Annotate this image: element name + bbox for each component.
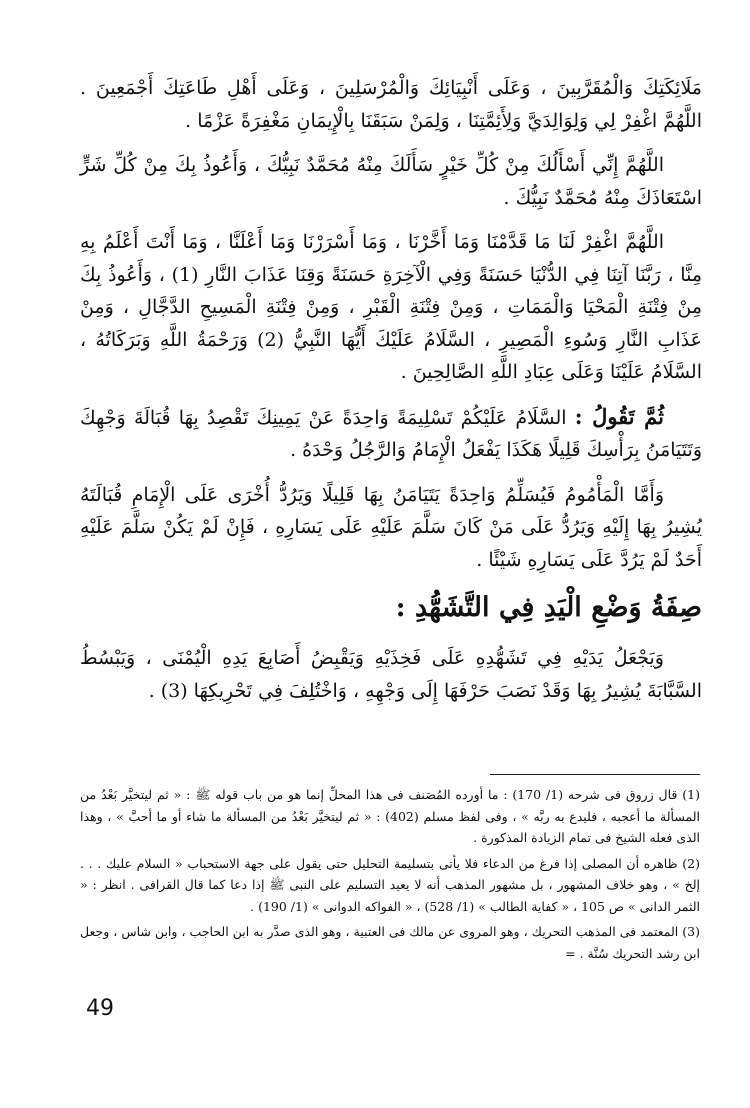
- paragraph-5: وَأَمَّا الْمَأْمُومُ فَيُسَلِّمُ وَاحِدَةً يَتَيَامَنُ بِهَا قَلِيلًا وَيَرُدُّ أُخْرَى عَلَى الْإِمَامِ قُبَالَتَهُ يُشِيرُ بِهَا إِلَيْهِ وَيَرُدُّ عَلَى مَنْ كَانَ سَلَّمَ عَلَيْهِ عَلَى يَسَارِهِ ، فَإِنْ لَمْ يَكُنْ سَلَّمَ عَلَيْهِ أَحَدٌ لَمْ يَرُدَّ عَلَى يَسَارِهِ شَيْئًا .: [80, 483, 702, 571]
- lead-phrase: ثُمَّ تَقُولُ :: [574, 403, 664, 429]
- footnote-1: (1) قال زروق فى شرحه (1/ 170) : ما أورده المُصَنف فى هذا المحلِّ إنما هو من باب قوله ﷺ : « ثم ليتخيَّر بَعْدُ من المسألة ما أعجبه ، فليدع به ربَّه » ، وفى لفظ مسلم (402) : « ثم ليتخيَّر بَعْدُ من المسألة ما شاء أو ما أحبَّ » ، وهذا الذى فعله الشيخ فى تمام الزيادة المذكورة .: [80, 787, 700, 845]
- page-number: 49: [86, 996, 114, 1021]
- paragraph-4-text: السَّلَامُ عَلَيْكُمْ تَسْلِيمَةً وَاحِدَةً عَنْ يَمِينِكَ تَقْصِدُ بِهَا قُبَالَةَ وَجْهِكَ وَتَتَيَامَنُ بِرَأْسِكَ قَلِيلًا هَكَذَا يَفْعَلُ الْإِمَامُ وَالرَّجُلُ وَحْدَهُ .: [80, 406, 702, 461]
- section-heading: صِفَةُ وَضْعِ الْيَدِ فِي التَّشَهُّدِ :: [395, 592, 702, 623]
- paragraph-6: وَيَجْعَلُ يَدَيْهِ فِي تَشَهُّدِهِ عَلَى فَخِذَيْهِ وَيَقْبِضُ أَصَابِعَ يَدِهِ الْيُمْنَى ، وَيَبْسُطُ السَّبَّابَةَ يُشِيرُ بِهَا وَقَدْ نَصَبَ حَرْفَهَا إِلَى وَجْهِهِ ، وَاخْتُلِفَ فِي تَحْرِيكِهَا (3) .: [80, 647, 702, 702]
- main-text: [80, 72, 702, 719]
- footnote-2: (2) ظاهره أن المصلى إذا فرغ من الدعاء فلا يأتى بتسليمة التحليل حتى يقول على جهة الاستحباب « السلام عليك . . . إلخ » ، وهو خلاف المشهور ، بل مشهور المذهب أنه لا يعيد التسليم على النبى ﷺ إذا دعا كما قال القرافى . انظر : « الثمر الدانى » ص 105 ، « كفاية الطالب » (1/ 528) ، « الفواكه الدوانى » (1/ 190) .: [80, 855, 700, 914]
- footnote-3: (3) المعتمد فى المذهب التحريك ، وهو المروى عن مالك فى العتبية ، وهو الذى صدَّر به ابن الحاجب ، وابن شاس ، وجعل ابن رشد التحريك سُنَّة . =: [80, 924, 700, 961]
- paragraph-4: [80, 401, 702, 467]
- paragraph-2: اللَّهُمَّ إِنِّي أَسْأَلُكَ مِنْ كُلِّ خَيْرٍ سَأَلَكَ مِنْهُ مُحَمَّدٌ نَبِيُّكَ ، وَأَعُوذُ بِكَ مِنْ كُلِّ شَرٍّ اسْتَعَاذَكَ مِنْهُ مُحَمَّدٌ نَبِيُّكَ .: [80, 154, 702, 209]
- paragraph-1: مَلَائِكَتِكَ وَالْمُقَرَّبِينَ ، وَعَلَى أَنْبِيَائِكَ وَالْمُرْسَلِينَ ، وَعَلَى أَهْلِ طَاعَتِكَ أَجْمَعِينَ . اللَّهُمَّ اغْفِرْ لِي وَلِوَالِدَيَّ وَلِأَئِمَّتِنَا ، وَلِمَنْ سَبَقَنَا بِالْإِيمَانِ مَغْفِرَةً عَزْمًا .: [80, 77, 702, 132]
- footnotes: [80, 784, 700, 968]
- paragraph-3: اللَّهُمَّ اغْفِرْ لَنَا مَا قَدَّمْنَا وَمَا أَخَّرْنَا ، وَمَا أَسْرَرْنَا وَمَا أَعْلَنَّا ، وَمَا أَنْتَ أَعْلَمُ بِهِ مِنَّا ، رَبَّنَا آتِنَا فِي الدُّنْيَا حَسَنَةً وَفِي الْآخِرَةِ حَسَنَةً وَقِنَا عَذَابَ النَّارِ (1) ، وَأَعُوذُ بِكَ مِنْ فِتْنَةِ الْمَحْيَا وَالْمَمَاتِ ، وَمِنْ فِتْنَةِ الْقَبْرِ ، وَمِنْ فِتْنَةِ الْمَسِيحِ الدَّجَّالِ ، وَمِنْ عَذَابِ النَّارِ وَسُوءِ الْمَصِيرِ ، السَّلَامُ عَلَيْكَ أَيُّهَا النَّبِيُّ (2) وَرَحْمَةُ اللَّهِ وَبَرَكَاتُهُ ، السَّلَامُ عَلَيْنَا وَعَلَى عِبَادِ اللَّهِ الصَّالِحِينَ .: [80, 231, 702, 383]
- footnote-separator: [490, 774, 700, 775]
